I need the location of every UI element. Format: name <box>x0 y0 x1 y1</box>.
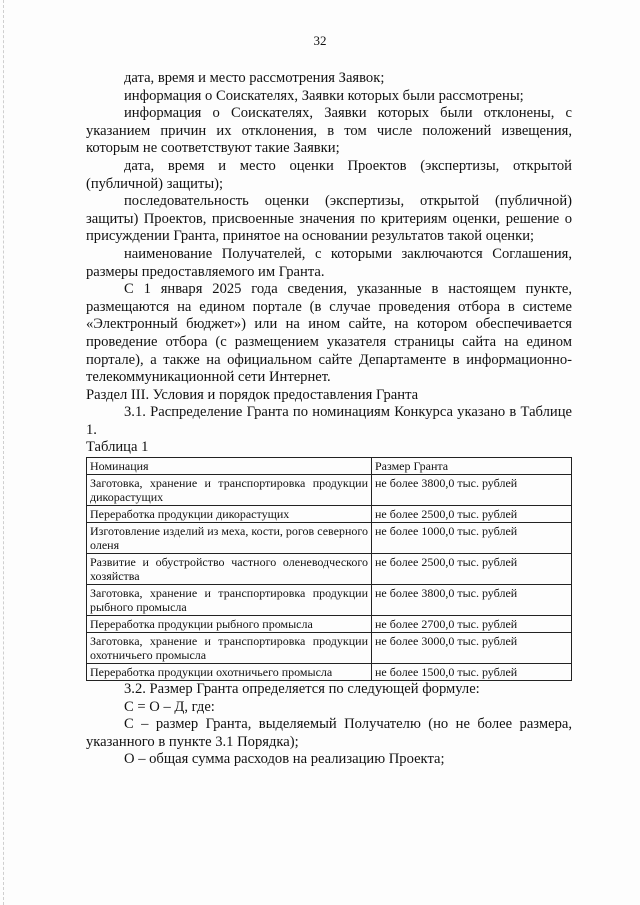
table-header-nomination: Номинация <box>87 458 372 475</box>
nomination-cell: Переработка продукции дикорастущих <box>87 506 372 523</box>
section-title: Раздел III. Условия и порядок предоставления Гранта <box>86 386 419 403</box>
paragraph: последовательность оценки (экспертизы, открытой (публичной) защиты) Проектов, присвоенные значения по критериям оценки, решение о присуждении Гранта, принятое на основании результатов такой оценки; <box>86 193 572 245</box>
document-body <box>86 70 572 769</box>
amount-cell: не более 3000,0 тыс. рублей <box>372 633 572 664</box>
amount-cell: не более 2500,0 тыс. рублей <box>372 554 572 585</box>
amount-cell: не более 2500,0 тыс. рублей <box>372 506 572 523</box>
paragraph: наименование Получателей, с которыми заключаются Соглашения, размеры предоставляемого им Гранта. <box>86 245 572 280</box>
paragraph: информация о Соискателях, Заявки которых были отклонены, с указанием причин их отклонения, в том числе положений извещения, которым не соответствуют такие Заявки; <box>86 105 572 157</box>
clause-3-1: 3.1. Распределение Гранта по номинациям Конкурса указано в Таблице 1. <box>86 404 572 438</box>
table-row <box>87 523 572 554</box>
grants-table <box>86 457 572 681</box>
nomination-cell: Переработка продукции охотничьего промысла <box>87 664 372 681</box>
table-header-row <box>87 458 572 475</box>
amount-cell: не более 3800,0 тыс. рублей <box>372 475 572 506</box>
page-number: 32 <box>313 33 327 48</box>
table-row <box>87 506 572 523</box>
paragraph: С 1 января 2025 года сведения, указанные в настоящем пункте, размещаются на едином портале (в случае проведения отбора в системе «Электронный бюджет») или на ином сайте, на котором обеспечивается проведение отбора (с размещением указателя страницы сайта на едином портале), а также на официальном сайте Департаменте в информационно-телекоммуникационной сети Интернет. <box>86 281 572 386</box>
paragraph: дата, время и место оценки Проектов (экспертизы, открытой (публичной) защиты); <box>86 157 572 192</box>
nomination-cell: Переработка продукции рыбного промысла <box>87 616 372 633</box>
nomination-cell: Развитие и обустройство частного оленеводческого хозяйства <box>87 554 372 585</box>
nomination-cell: Заготовка, хранение и транспортировка продукции дикорастущих <box>87 475 372 506</box>
paragraph: О – общая сумма расходов на реализацию Проекта; <box>124 751 445 768</box>
nomination-cell: Изготовление изделий из меха, кости, рогов северного оленя <box>87 523 372 554</box>
paragraph: С – размер Гранта, выделяемый Получателю (но не более размера, указанного в пункте 3.1 Порядка); <box>86 716 572 750</box>
paragraph: информация о Соискателях, Заявки которых были рассмотрены; <box>124 87 524 104</box>
amount-cell: не более 3800,0 тыс. рублей <box>372 585 572 616</box>
table-row <box>87 554 572 585</box>
table-row <box>87 475 572 506</box>
table-row <box>87 633 572 664</box>
clause-3-2: 3.2. Размер Гранта определяется по следующей формуле: <box>124 681 480 698</box>
nomination-cell: Заготовка, хранение и транспортировка продукции охотничьего промысла <box>87 633 372 664</box>
amount-cell: не более 2700,0 тыс. рублей <box>372 616 572 633</box>
paragraph: дата, время и место рассмотрения Заявок; <box>124 70 385 86</box>
nomination-cell: Заготовка, хранение и транспортировка продукции рыбного промысла <box>87 585 372 616</box>
amount-cell: не более 1000,0 тыс. рублей <box>372 523 572 554</box>
table-row <box>87 585 572 616</box>
page-binding-edge <box>3 0 5 905</box>
amount-cell: не более 1500,0 тыс. рублей <box>372 664 572 681</box>
table-header-amount: Размер Гранта <box>372 458 572 475</box>
table-row <box>87 664 572 681</box>
formula: С = О – Д, где: <box>124 698 215 715</box>
table-label: Таблица 1 <box>86 439 149 456</box>
table-row <box>87 616 572 633</box>
